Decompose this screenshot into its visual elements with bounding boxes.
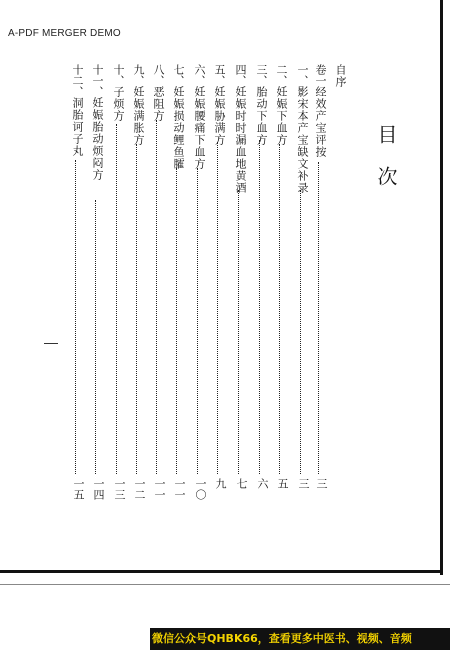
toc-entry-number: 十、 xyxy=(112,64,125,86)
page-marker xyxy=(44,343,58,344)
toc-entry-number: 卷一 xyxy=(314,64,327,86)
toc-entry-13 xyxy=(71,64,83,157)
toc-page-number: 一一 xyxy=(153,478,166,500)
toc-leader xyxy=(217,142,218,474)
toc-entry-label: 子烦方 xyxy=(112,86,125,122)
toc-leader xyxy=(300,190,301,474)
toc-entry-label: 洞胎诃子丸 xyxy=(71,97,84,157)
toc-entry-number: 五、 xyxy=(213,64,226,86)
toc-entry-7 xyxy=(193,64,205,170)
toc-entry-8 xyxy=(172,64,184,170)
toc-entry-10 xyxy=(132,64,144,146)
toc-entry-preface xyxy=(334,64,346,88)
toc-page-number: 一一 xyxy=(173,478,186,500)
toc-entry-number: 七、 xyxy=(172,64,185,86)
toc-entry-label: 妊娠胎动烦闷方 xyxy=(91,97,104,181)
toc-leader xyxy=(156,120,157,474)
toc-page-number: 一〇 xyxy=(194,478,207,500)
promo-banner: 微信公众号QHBK66，查看更多中医书、视频、音频 xyxy=(150,628,450,650)
toc-page-number: 一二 xyxy=(133,478,146,500)
page-title: 目次 xyxy=(374,124,398,208)
toc-page-number: 六 xyxy=(256,478,269,489)
toc-leader xyxy=(176,168,177,474)
toc-entry-2 xyxy=(296,64,308,194)
toc-page-number: 九 xyxy=(214,478,227,489)
toc-leader xyxy=(259,140,260,474)
toc-leader xyxy=(116,124,117,474)
toc-entry-number: 九、 xyxy=(132,64,145,86)
toc-entry-label: 自序 xyxy=(334,64,347,88)
toc-leader xyxy=(318,162,319,474)
toc-entry-6 xyxy=(213,64,225,146)
toc-entry-number: 八、 xyxy=(152,64,165,86)
toc-page-number: 一五 xyxy=(72,478,85,500)
toc-entry-3 xyxy=(275,64,287,146)
toc-entry-label: 胎动下血方 xyxy=(255,86,268,146)
toc-entry-label: 妊娠下血方 xyxy=(275,86,288,146)
toc-entry-number: 三、 xyxy=(255,64,268,86)
toc-page-number: 三 xyxy=(315,478,328,489)
toc-leader xyxy=(197,168,198,474)
toc-leader xyxy=(238,190,239,474)
toc-entry-label: 妊娠胁满方 xyxy=(213,86,226,146)
toc-page-number: 三 xyxy=(297,478,310,489)
toc-entry-number: 四、 xyxy=(234,64,247,86)
toc-leader xyxy=(136,144,137,474)
toc-entry-label: 妊娠腰痛下血方 xyxy=(193,86,206,170)
toc-entry-4 xyxy=(255,64,267,146)
toc-entry-label: 影宋本产宝缺文补录 xyxy=(296,86,309,194)
toc-entry-number: 二、 xyxy=(275,64,288,86)
toc-entry-number: 十一、 xyxy=(91,64,104,97)
toc-entry-number: 一、 xyxy=(296,64,309,86)
toc-entry-5 xyxy=(234,64,246,194)
toc-page-number: 一三 xyxy=(113,478,126,500)
toc-entry-label: 妊娠满胀方 xyxy=(132,86,145,146)
toc-leader xyxy=(279,144,280,474)
divider xyxy=(0,584,450,585)
toc-page-number: 一四 xyxy=(92,478,105,500)
toc-leader xyxy=(95,200,96,474)
toc-entry-number: 六、 xyxy=(193,64,206,86)
toc-entry-label: 恶阻方 xyxy=(152,86,165,122)
toc-entry-label: 经效产宝评按 xyxy=(314,86,327,158)
toc-entry-label: 妊娠时时漏血地黄酒 xyxy=(234,86,247,194)
toc-entry-label: 妊娠损动鲤鱼臛 xyxy=(172,86,185,170)
toc-entry-12 xyxy=(91,64,103,181)
toc-entry-number: 十二、 xyxy=(71,64,84,97)
toc-page-number: 七 xyxy=(235,478,248,489)
toc-entry-11 xyxy=(112,64,124,122)
pdf-watermark: A-PDF MERGER DEMO xyxy=(8,28,121,39)
toc-leader xyxy=(75,160,76,474)
page-border-bottom xyxy=(0,570,443,573)
toc-entry-1 xyxy=(314,64,326,158)
toc-entry-9 xyxy=(152,64,164,122)
toc-page-number: 五 xyxy=(276,478,289,489)
page-border-right xyxy=(440,0,443,575)
